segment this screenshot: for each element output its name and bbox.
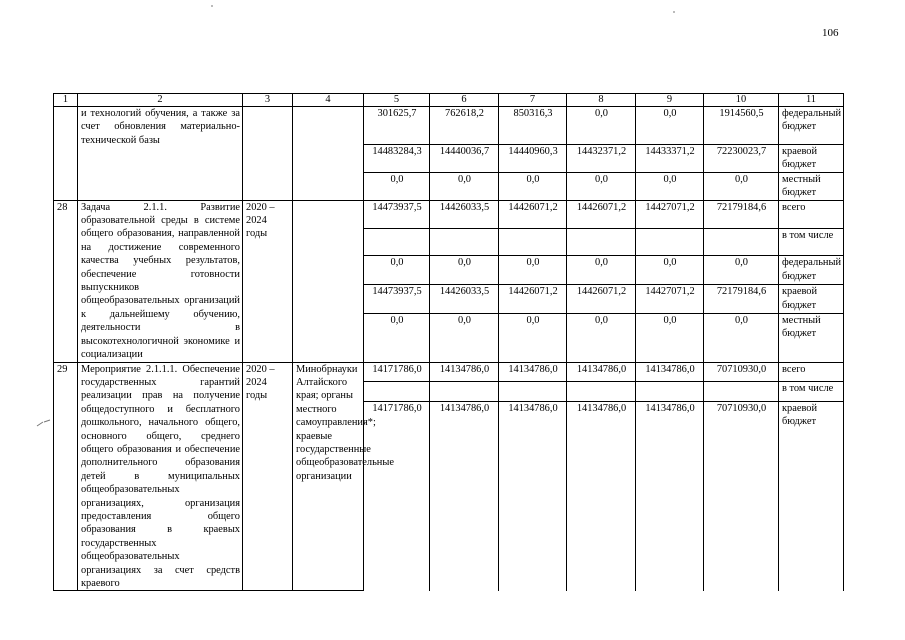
value-cell: 14426033,5 xyxy=(430,285,499,314)
source-cell: краевой бюджет xyxy=(779,285,844,314)
value-cell: 0,0 xyxy=(567,107,636,145)
row-number-cell: 29 xyxy=(54,362,78,591)
value-cell: 14134786,0 xyxy=(636,402,704,591)
value-cell xyxy=(364,382,430,402)
column-header: 3 xyxy=(243,94,293,107)
value-cell: 14432371,2 xyxy=(567,145,636,173)
value-cell: 14134786,0 xyxy=(567,362,636,382)
row-number-cell xyxy=(54,107,78,201)
value-cell: 0,0 xyxy=(499,256,567,285)
description-cell: Мероприятие 2.1.1.1. Обеспечение государственных гарантий реализации прав на получение общедоступного и бесплатного дошкольного, начального общего, основного общего, среднего общего образования и обеспечение дополнительного образования детей в муниципальных общеобразовательных организациях, организация предоставления общего образования в краевых государственных общеобразовательных организациях за счет средств краевого xyxy=(78,362,243,591)
source-cell: местный бюджет xyxy=(779,313,844,362)
value-cell: 0,0 xyxy=(364,313,430,362)
value-cell: 0,0 xyxy=(499,172,567,200)
value-cell xyxy=(704,228,779,256)
value-cell: 301625,7 xyxy=(364,107,430,145)
value-cell xyxy=(567,382,636,402)
source-cell: федеральный бюджет xyxy=(779,107,844,145)
value-cell: 14134786,0 xyxy=(636,362,704,382)
description-cell: Задача 2.1.1. Развитие образовательной среды в системе общего образования, направленной на достижение современного качества учебных результатов, обеспечение готовности выпускников общеобразовательных организаций к дальнейшему обучению, деятельности в высокотехнологичной экономике и социализации xyxy=(78,200,243,362)
value-cell: 0,0 xyxy=(567,313,636,362)
value-cell: 0,0 xyxy=(430,172,499,200)
page-number: 106 xyxy=(822,27,839,39)
value-cell: 850316,3 xyxy=(499,107,567,145)
value-cell: 14426071,2 xyxy=(567,285,636,314)
value-cell xyxy=(704,382,779,402)
period-cell: 2020 – 2024 годы xyxy=(243,200,293,362)
value-cell: 72179184,6 xyxy=(704,200,779,228)
table-row xyxy=(54,362,844,382)
value-cell: 70710930,0 xyxy=(704,402,779,591)
column-header: 7 xyxy=(499,94,567,107)
executor-cell xyxy=(293,107,364,201)
value-cell: 0,0 xyxy=(364,172,430,200)
budget-table-sheet xyxy=(53,93,843,593)
value-cell xyxy=(364,228,430,256)
value-cell xyxy=(636,382,704,402)
value-cell: 14473937,5 xyxy=(364,285,430,314)
value-cell: 0,0 xyxy=(636,172,704,200)
value-cell: 0,0 xyxy=(636,107,704,145)
value-cell: 14427071,2 xyxy=(636,285,704,314)
column-header: 8 xyxy=(567,94,636,107)
row-number-cell: 28 xyxy=(54,200,78,362)
value-cell: 14426071,2 xyxy=(567,200,636,228)
value-cell: 14440036,7 xyxy=(430,145,499,173)
source-cell: в том числе xyxy=(779,382,844,402)
value-cell: 14134786,0 xyxy=(499,362,567,382)
value-cell: 0,0 xyxy=(567,172,636,200)
scan-speck xyxy=(211,5,213,7)
value-cell: 14171786,0 xyxy=(364,402,430,591)
table-row xyxy=(54,200,844,228)
value-cell: 0,0 xyxy=(567,256,636,285)
column-header: 2 xyxy=(78,94,243,107)
margin-pen-mark xyxy=(37,419,51,427)
executor-cell xyxy=(293,200,364,362)
value-cell: 0,0 xyxy=(636,313,704,362)
value-cell: 14426033,5 xyxy=(430,200,499,228)
executor-cell: Минобрнауки Алтайского края; органы местного самоуправления*; краевые государственные общеобразовательные организации xyxy=(293,362,364,591)
period-cell xyxy=(243,107,293,201)
value-cell: 14134786,0 xyxy=(567,402,636,591)
value-cell: 14426071,2 xyxy=(499,285,567,314)
value-cell xyxy=(430,382,499,402)
value-cell: 14134786,0 xyxy=(499,402,567,591)
column-header: 11 xyxy=(779,94,844,107)
source-cell: краевой бюджет xyxy=(779,145,844,173)
value-cell: 0,0 xyxy=(704,172,779,200)
value-cell xyxy=(430,228,499,256)
value-cell: 14433371,2 xyxy=(636,145,704,173)
value-cell: 0,0 xyxy=(704,256,779,285)
column-header: 4 xyxy=(293,94,364,107)
column-header: 1 xyxy=(54,94,78,107)
value-cell: 762618,2 xyxy=(430,107,499,145)
value-cell: 0,0 xyxy=(636,256,704,285)
value-cell: 0,0 xyxy=(430,256,499,285)
header-row xyxy=(54,94,844,107)
column-header: 6 xyxy=(430,94,499,107)
value-cell xyxy=(499,228,567,256)
period-cell: 2020 – 2024 годы xyxy=(243,362,293,591)
value-cell: 0,0 xyxy=(364,256,430,285)
value-cell: 14426071,2 xyxy=(499,200,567,228)
value-cell: 14483284,3 xyxy=(364,145,430,173)
value-cell: 1914560,5 xyxy=(704,107,779,145)
value-cell: 72179184,6 xyxy=(704,285,779,314)
value-cell: 0,0 xyxy=(704,313,779,362)
value-cell: 14427071,2 xyxy=(636,200,704,228)
value-cell: 14440960,3 xyxy=(499,145,567,173)
column-header: 5 xyxy=(364,94,430,107)
value-cell xyxy=(636,228,704,256)
budget-table xyxy=(53,93,844,591)
source-cell: местный бюджет xyxy=(779,172,844,200)
value-cell: 14171786,0 xyxy=(364,362,430,382)
value-cell: 70710930,0 xyxy=(704,362,779,382)
source-cell: краевой бюджет xyxy=(779,402,844,591)
value-cell: 0,0 xyxy=(430,313,499,362)
source-cell: в том числе xyxy=(779,228,844,256)
value-cell: 14473937,5 xyxy=(364,200,430,228)
value-cell: 14134786,0 xyxy=(430,362,499,382)
source-cell: федеральный бюджет xyxy=(779,256,844,285)
description-cell: и технологий обучения, а также за счет обновления материально-технической базы xyxy=(78,107,243,201)
value-cell: 0,0 xyxy=(499,313,567,362)
value-cell: 14134786,0 xyxy=(430,402,499,591)
column-header: 10 xyxy=(704,94,779,107)
value-cell: 72230023,7 xyxy=(704,145,779,173)
source-cell: всего xyxy=(779,200,844,228)
column-header: 9 xyxy=(636,94,704,107)
value-cell xyxy=(567,228,636,256)
value-cell xyxy=(499,382,567,402)
source-cell: всего xyxy=(779,362,844,382)
table-row xyxy=(54,107,844,145)
scan-speck xyxy=(673,11,675,13)
